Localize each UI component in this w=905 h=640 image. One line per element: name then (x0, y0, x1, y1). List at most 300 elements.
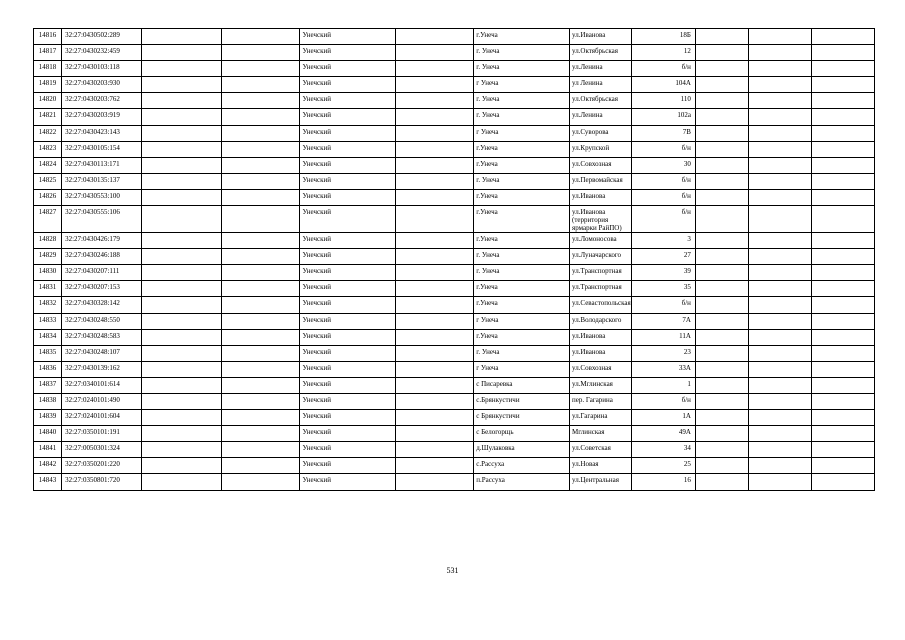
cell-locality: г. Унеча (474, 345, 570, 361)
cell-street: ул.Совхозная (570, 361, 632, 377)
table-row (34, 442, 875, 458)
cell-cadastral-number: 32:27:0430553:100 (62, 189, 142, 205)
cell-locality: г.Унеча (474, 233, 570, 249)
cell-cadastral-number: 32:27:0430207:111 (62, 265, 142, 281)
cell-empty (222, 313, 300, 329)
cell-cadastral-number: 32:27:0240101:490 (62, 393, 142, 409)
table-row (34, 329, 875, 345)
cell-empty (749, 265, 812, 281)
cell-empty (396, 297, 474, 313)
cell-cadastral-number: 32:27:0240101:604 (62, 410, 142, 426)
cell-street: ул.Луначарского (570, 249, 632, 265)
cell-district: Унечский (300, 157, 396, 173)
cell-empty (749, 377, 812, 393)
cell-empty (695, 61, 748, 77)
cell-street: ул.Иванова (570, 29, 632, 45)
cell-empty (749, 173, 812, 189)
cell-cadastral-number: 32:27:0430105:154 (62, 141, 142, 157)
page-number: 531 (446, 566, 459, 575)
cell-empty (695, 297, 748, 313)
cell-row-number: 14833 (34, 313, 62, 329)
cell-empty (812, 426, 875, 442)
cell-locality: г. Унеча (474, 265, 570, 281)
cell-street: ул.Иванова (570, 329, 632, 345)
cell-district: Унечский (300, 426, 396, 442)
cell-row-number: 14836 (34, 361, 62, 377)
cell-empty (222, 249, 300, 265)
cell-empty (396, 189, 474, 205)
cell-row-number: 14819 (34, 77, 62, 93)
cell-house: 25 (632, 458, 695, 474)
cell-empty (812, 345, 875, 361)
cell-empty (749, 442, 812, 458)
cell-row-number: 14841 (34, 442, 62, 458)
cell-empty (142, 141, 222, 157)
cell-district: Унечский (300, 361, 396, 377)
cell-street: ул.Совхозная (570, 157, 632, 173)
cell-empty (695, 45, 748, 61)
cell-district: Унечский (300, 189, 396, 205)
cell-empty (222, 474, 300, 490)
cell-empty (695, 474, 748, 490)
cell-empty (812, 45, 875, 61)
cell-district: Унечский (300, 458, 396, 474)
cell-empty (812, 474, 875, 490)
cell-row-number: 14818 (34, 61, 62, 77)
cell-empty (222, 93, 300, 109)
cell-locality: с Белогорщь (474, 426, 570, 442)
cell-empty (749, 189, 812, 205)
table-row (34, 173, 875, 189)
cell-cadastral-number: 32:27:0430203:919 (62, 109, 142, 125)
cell-empty (396, 249, 474, 265)
cell-cadastral-number: 32:27:0430248:550 (62, 313, 142, 329)
cell-row-number: 14817 (34, 45, 62, 61)
cell-empty (142, 442, 222, 458)
cell-empty (222, 206, 300, 233)
cell-empty (222, 61, 300, 77)
cell-empty (142, 61, 222, 77)
cell-empty (812, 281, 875, 297)
cell-empty (222, 410, 300, 426)
cell-empty (812, 125, 875, 141)
cell-district: Унечский (300, 393, 396, 409)
cell-street: ул.Транспортная (570, 265, 632, 281)
cell-empty (749, 125, 812, 141)
cell-empty (749, 29, 812, 45)
cell-empty (812, 393, 875, 409)
cell-street: Мглинская (570, 426, 632, 442)
table-row (34, 297, 875, 313)
cell-district: Унечский (300, 61, 396, 77)
cell-empty (812, 77, 875, 93)
cell-empty (749, 77, 812, 93)
cell-row-number: 14829 (34, 249, 62, 265)
cell-empty (142, 265, 222, 281)
cell-row-number: 14832 (34, 297, 62, 313)
cell-empty (142, 109, 222, 125)
cell-locality: г Унеча (474, 313, 570, 329)
cell-empty (396, 233, 474, 249)
table-row (34, 93, 875, 109)
cell-empty (695, 157, 748, 173)
cell-cadastral-number: 32:27:0430203:762 (62, 93, 142, 109)
cell-empty (812, 329, 875, 345)
cell-district: Унечский (300, 141, 396, 157)
cell-empty (812, 313, 875, 329)
cell-district: Унечский (300, 206, 396, 233)
cell-street: ул.Ленина (570, 109, 632, 125)
cell-empty (222, 426, 300, 442)
cell-empty (749, 458, 812, 474)
cell-empty (142, 345, 222, 361)
cell-street: ул.Суворова (570, 125, 632, 141)
cell-street: ул.Иванова (570, 345, 632, 361)
cell-empty (749, 329, 812, 345)
cell-house: б/н (632, 173, 695, 189)
cell-house: 102а (632, 109, 695, 125)
cell-empty (749, 361, 812, 377)
cell-empty (142, 93, 222, 109)
cell-empty (749, 474, 812, 490)
cell-empty (812, 410, 875, 426)
cell-empty (396, 173, 474, 189)
cell-cadastral-number: 32:27:0430423:143 (62, 125, 142, 141)
cell-cadastral-number: 32:27:0350201:220 (62, 458, 142, 474)
cell-empty (222, 393, 300, 409)
cell-empty (222, 173, 300, 189)
cell-empty (142, 249, 222, 265)
cell-empty (142, 329, 222, 345)
cell-district: Унечский (300, 377, 396, 393)
cell-empty (222, 125, 300, 141)
cell-empty (222, 29, 300, 45)
cell-empty (695, 345, 748, 361)
cell-empty (142, 377, 222, 393)
cell-empty (749, 45, 812, 61)
cell-house: 12 (632, 45, 695, 61)
cell-empty (812, 206, 875, 233)
table-row (34, 109, 875, 125)
cell-empty (222, 157, 300, 173)
cell-house: 30 (632, 157, 695, 173)
table-row (34, 426, 875, 442)
cell-empty (695, 141, 748, 157)
cell-street: ул.Первомайская (570, 173, 632, 189)
cell-locality: с.Рассуха (474, 458, 570, 474)
cell-empty (695, 377, 748, 393)
cell-locality: г. Унеча (474, 45, 570, 61)
cell-row-number: 14834 (34, 329, 62, 345)
cell-row-number: 14843 (34, 474, 62, 490)
cell-empty (695, 109, 748, 125)
cell-district: Унечский (300, 77, 396, 93)
table-row (34, 377, 875, 393)
cell-house: б/н (632, 189, 695, 205)
cell-empty (396, 141, 474, 157)
cell-empty (749, 249, 812, 265)
table-row (34, 141, 875, 157)
table-row (34, 189, 875, 205)
table-row (34, 77, 875, 93)
cell-empty (396, 426, 474, 442)
cell-empty (396, 329, 474, 345)
cell-cadastral-number: 32:27:0350801:720 (62, 474, 142, 490)
cell-locality: г.Унеча (474, 329, 570, 345)
cell-empty (142, 125, 222, 141)
registry-table-body (34, 29, 875, 491)
cell-street: ул.Транспортная (570, 281, 632, 297)
registry-table (33, 28, 875, 491)
cell-empty (812, 61, 875, 77)
cell-empty (695, 329, 748, 345)
cell-empty (396, 281, 474, 297)
cell-cadastral-number: 32:27:0430246:188 (62, 249, 142, 265)
cell-house: 104А (632, 77, 695, 93)
cell-street: ул.Ломоносова (570, 233, 632, 249)
cell-empty (396, 93, 474, 109)
cell-street: ул.Володарского (570, 313, 632, 329)
cell-cadastral-number: 32:27:0430232:459 (62, 45, 142, 61)
cell-locality: г.Унеча (474, 157, 570, 173)
cell-empty (812, 109, 875, 125)
cell-empty (812, 377, 875, 393)
cell-empty (142, 233, 222, 249)
cell-district: Унечский (300, 109, 396, 125)
cell-locality: г Унеча (474, 77, 570, 93)
table-row (34, 233, 875, 249)
cell-district: Унечский (300, 93, 396, 109)
cell-empty (142, 426, 222, 442)
table-row (34, 361, 875, 377)
cell-street: ул.Гагарина (570, 410, 632, 426)
cell-district: Унечский (300, 442, 396, 458)
cell-empty (695, 426, 748, 442)
cell-locality: г. Унеча (474, 61, 570, 77)
cell-street: ул.Крупской (570, 141, 632, 157)
cell-locality: г.Унеча (474, 297, 570, 313)
cell-row-number: 14826 (34, 189, 62, 205)
cell-row-number: 14828 (34, 233, 62, 249)
cell-empty (812, 29, 875, 45)
cell-locality: п.Рассуха (474, 474, 570, 490)
cell-locality: г. Унеча (474, 249, 570, 265)
cell-empty (222, 141, 300, 157)
cell-row-number: 14837 (34, 377, 62, 393)
cell-empty (222, 458, 300, 474)
cell-empty (222, 329, 300, 345)
cell-empty (142, 29, 222, 45)
cell-row-number: 14822 (34, 125, 62, 141)
cell-row-number: 14823 (34, 141, 62, 157)
cell-empty (396, 157, 474, 173)
cell-empty (749, 61, 812, 77)
table-row (34, 206, 875, 233)
cell-street: ул Ленина (570, 77, 632, 93)
cell-house: 7А (632, 313, 695, 329)
cell-empty (142, 393, 222, 409)
cell-row-number: 14820 (34, 93, 62, 109)
cell-empty (695, 233, 748, 249)
cell-empty (695, 77, 748, 93)
cell-district: Унечский (300, 474, 396, 490)
cell-cadastral-number: 32:27:0430203:930 (62, 77, 142, 93)
cell-street: ул.Октябрьская (570, 45, 632, 61)
cell-district: Унечский (300, 265, 396, 281)
cell-cadastral-number: 32:27:0430502:289 (62, 29, 142, 45)
cell-house: 39 (632, 265, 695, 281)
cell-empty (812, 442, 875, 458)
cell-row-number: 14839 (34, 410, 62, 426)
cell-district: Унечский (300, 125, 396, 141)
cell-house: б/н (632, 141, 695, 157)
cell-empty (749, 281, 812, 297)
cell-empty (142, 281, 222, 297)
cell-empty (396, 474, 474, 490)
cell-empty (142, 458, 222, 474)
cell-locality: г. Унеча (474, 173, 570, 189)
cell-cadastral-number: 32:27:0050301:324 (62, 442, 142, 458)
cell-empty (396, 206, 474, 233)
cell-empty (222, 281, 300, 297)
cell-cadastral-number: 32:27:0340101:614 (62, 377, 142, 393)
cell-row-number: 14835 (34, 345, 62, 361)
cell-empty (142, 361, 222, 377)
table-row (34, 458, 875, 474)
cell-house: 27 (632, 249, 695, 265)
cell-empty (695, 173, 748, 189)
cell-house: 3 (632, 233, 695, 249)
cell-district: Унечский (300, 29, 396, 45)
cell-empty (695, 206, 748, 233)
table-row (34, 410, 875, 426)
cell-house: 110 (632, 93, 695, 109)
cell-locality: с Писаревка (474, 377, 570, 393)
cell-house: б/н (632, 206, 695, 233)
cell-empty (222, 77, 300, 93)
cell-district: Унечский (300, 281, 396, 297)
cell-empty (749, 345, 812, 361)
cell-district: Унечский (300, 173, 396, 189)
table-row (34, 249, 875, 265)
cell-empty (222, 265, 300, 281)
cell-street: ул.Иванова (территория ярмарки РайПО) (570, 206, 632, 233)
cell-empty (749, 297, 812, 313)
cell-house: б/н (632, 297, 695, 313)
cell-cadastral-number: 32:27:0430426:179 (62, 233, 142, 249)
cell-empty (396, 345, 474, 361)
cell-empty (812, 141, 875, 157)
cell-empty (142, 189, 222, 205)
cell-empty (749, 157, 812, 173)
cell-district: Унечский (300, 345, 396, 361)
cell-empty (142, 313, 222, 329)
cell-empty (396, 125, 474, 141)
cell-cadastral-number: 32:27:0430555:106 (62, 206, 142, 233)
cell-empty (695, 189, 748, 205)
cell-row-number: 14840 (34, 426, 62, 442)
cell-cadastral-number: 32:27:0430328:142 (62, 297, 142, 313)
cell-house: 1А (632, 410, 695, 426)
cell-empty (222, 442, 300, 458)
cell-empty (749, 313, 812, 329)
table-row (34, 45, 875, 61)
table-row (34, 61, 875, 77)
table-row (34, 345, 875, 361)
cell-house: 23 (632, 345, 695, 361)
cell-row-number: 14816 (34, 29, 62, 45)
cell-empty (142, 157, 222, 173)
cell-locality: г. Унеча (474, 109, 570, 125)
table-row (34, 29, 875, 45)
cell-empty (749, 393, 812, 409)
cell-empty (142, 410, 222, 426)
cell-locality: с.Брянкустичи (474, 393, 570, 409)
cell-locality: г.Унеча (474, 281, 570, 297)
table-row (34, 281, 875, 297)
cell-house: 16 (632, 474, 695, 490)
cell-house: 18Б (632, 29, 695, 45)
table-row (34, 313, 875, 329)
cell-empty (812, 93, 875, 109)
cell-empty (812, 249, 875, 265)
table-row (34, 125, 875, 141)
cell-district: Унечский (300, 329, 396, 345)
cell-empty (396, 313, 474, 329)
cell-district: Унечский (300, 45, 396, 61)
cell-row-number: 14838 (34, 393, 62, 409)
cell-cadastral-number: 32:27:0430103:118 (62, 61, 142, 77)
cell-empty (222, 109, 300, 125)
cell-empty (695, 93, 748, 109)
cell-empty (396, 45, 474, 61)
table-row (34, 157, 875, 173)
cell-empty (222, 345, 300, 361)
cell-row-number: 14821 (34, 109, 62, 125)
cell-cadastral-number: 32:27:0430139:162 (62, 361, 142, 377)
cell-empty (695, 265, 748, 281)
cell-district: Унечский (300, 297, 396, 313)
cell-empty (396, 442, 474, 458)
cell-street: ул.Советская (570, 442, 632, 458)
cell-house: 49А (632, 426, 695, 442)
cell-cadastral-number: 32:27:0430207:153 (62, 281, 142, 297)
cell-empty (222, 361, 300, 377)
cell-empty (396, 265, 474, 281)
cell-cadastral-number: 32:27:0350101:191 (62, 426, 142, 442)
cell-house: б/н (632, 393, 695, 409)
cell-empty (812, 361, 875, 377)
cell-street: ул.Севастопольская (570, 297, 632, 313)
cell-empty (396, 61, 474, 77)
cell-district: Унечский (300, 313, 396, 329)
cell-empty (222, 297, 300, 313)
cell-cadastral-number: 32:27:0430135:137 (62, 173, 142, 189)
cell-cadastral-number: 32:27:0430248:583 (62, 329, 142, 345)
cell-house: 7В (632, 125, 695, 141)
cell-row-number: 14824 (34, 157, 62, 173)
cell-locality: г.Унеча (474, 141, 570, 157)
table-row (34, 393, 875, 409)
cell-empty (222, 233, 300, 249)
cell-empty (812, 297, 875, 313)
cell-house: б/н (632, 61, 695, 77)
cell-row-number: 14842 (34, 458, 62, 474)
cell-empty (749, 93, 812, 109)
cell-empty (396, 361, 474, 377)
cell-empty (749, 233, 812, 249)
cell-empty (695, 410, 748, 426)
